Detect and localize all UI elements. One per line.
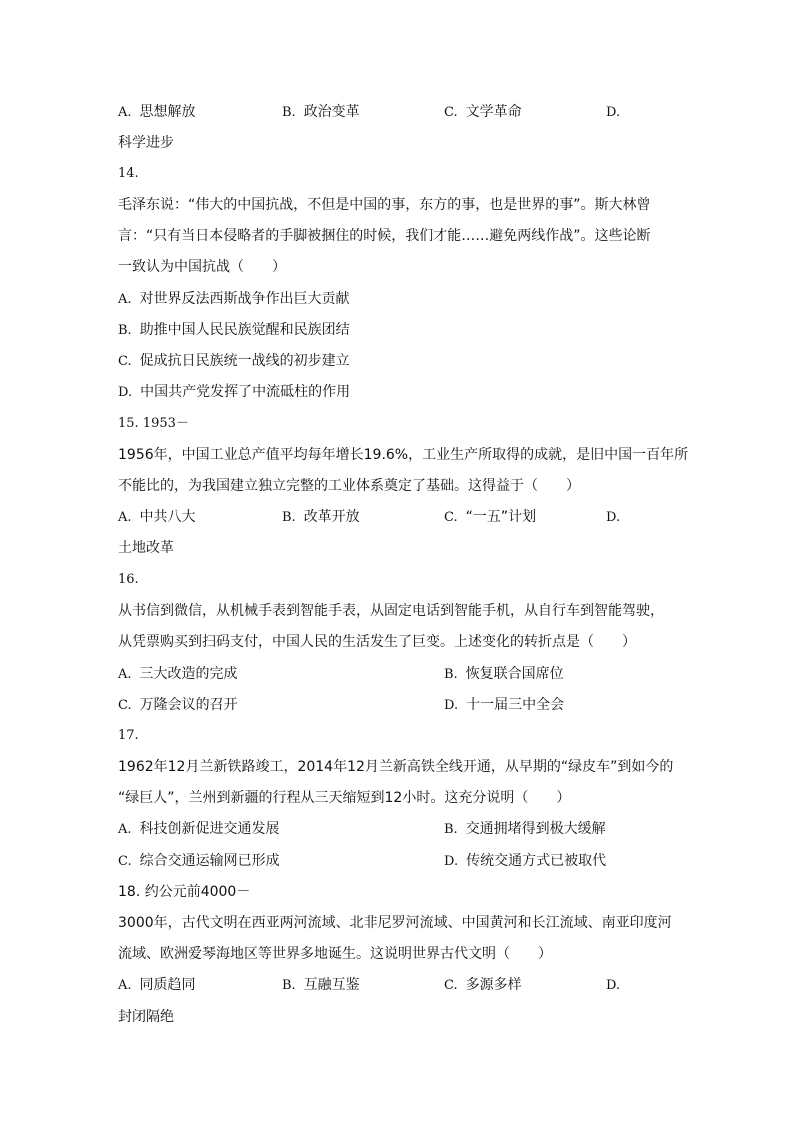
q14-stem-line-2: 言：“只有当日本侵略者的手脚被捆住的时候，我们才能……避免两线作战”。这些论断 [118, 228, 651, 244]
option-mark: A. [118, 105, 132, 120]
q14-option-a: A. 对世界反法西斯战争作出巨大贡献 [118, 291, 350, 307]
q17-option-b: B. 交通拥堵得到极大缓解 [444, 821, 606, 837]
q13-option-d-text: 科学进步 [118, 135, 174, 151]
q18-option-a: A. 同质趋同 [118, 977, 196, 993]
q15-option-d-mark: D. [606, 510, 621, 525]
q15-stem-line-2: 不能比的，为我国建立独立完整的工业体系奠定了基础。这得益于（ ） [118, 478, 580, 494]
option-mark: C. [444, 105, 458, 120]
q14-option-b: B. 助推中国人民民族觉醒和民族团结 [118, 322, 350, 338]
q18-stem-line-2: 流域、欧洲爱琴海地区等世界多地诞生。这说明世界古代文明（ ） [118, 946, 552, 962]
question-number-15: 15. 1953－ [118, 416, 189, 431]
q17-option-a: A. 科技创新促进交通发展 [118, 821, 280, 837]
option-text: 政治变革 [303, 104, 360, 120]
q13-option-b [282, 102, 360, 123]
q16-stem-line-1: 从书信到微信，从机械手表到智能手表，从固定电话到智能手机，从自行车到智能驾驶， [118, 603, 664, 619]
q13-option-d-mark: D. [606, 105, 621, 120]
q18-stem-line-1: 3000年，古代文明在西亚两河流域、北非尼罗河流域、中国黄河和长江流域、南亚印度河 [118, 915, 672, 931]
question-number-14: 14. [118, 166, 139, 181]
question-number-17: 17. [118, 728, 139, 743]
q16-option-a: A. 三大改造的完成 [118, 666, 238, 682]
q18-option-d-text: 封闭隔绝 [118, 1009, 174, 1025]
q17-option-c: C. 综合交通运输网已形成 [118, 853, 280, 869]
q13-option-c [444, 102, 522, 123]
q16-stem-line-2: 从凭票购买到扫码支付，中国人民的生活发生了巨变。上述变化的转折点是（ ） [118, 634, 636, 650]
q14-stem-line-1: 毛泽东说：“伟大的中国抗战，不但是中国的事，东方的事，也是世界的事”。斯大林曾 [118, 197, 651, 213]
q16-option-c: C. 万隆会议的召开 [118, 697, 238, 713]
q17-stem-line-2: “绿巨人”，兰州到新疆的行程从三天缩短到12小时。这充分说明（ ） [118, 790, 571, 806]
q15-option-d-text: 土地改革 [118, 540, 174, 556]
q15-option-c: C. “一五”计划 [444, 509, 537, 525]
question-number-16: 16. [118, 572, 139, 587]
q16-option-d: D. 十一届三中全会 [444, 697, 565, 713]
q13-option-a [118, 102, 196, 123]
q18-option-b: B. 互融互鉴 [282, 977, 360, 993]
q16-option-b: B. 恢复联合国席位 [444, 666, 564, 682]
q14-option-d: D. 中国共产党发挥了中流砥柱的作用 [118, 384, 351, 400]
question-number-18: 18. 约公元前4000－ [118, 884, 251, 900]
q18-option-d-mark: D. [606, 978, 621, 993]
q14-option-c: C. 促成抗日民族统一战线的初步建立 [118, 353, 350, 369]
q17-stem-line-1: 1962年12月兰新铁路竣工，2014年12月兰新高铁全线开通，从早期的“绿皮车”到如今的 [118, 759, 674, 775]
q15-option-a: A. 中共八大 [118, 509, 196, 525]
q17-option-d: D. 传统交通方式已被取代 [444, 853, 607, 869]
q18-option-c: C. 多源多样 [444, 977, 522, 993]
option-text: 思想解放 [139, 104, 196, 120]
option-text: 文学革命 [465, 104, 522, 120]
q15-stem-line-1: 1956年，中国工业总产值平均每年增长19.6%，工业生产所取得的成就，是旧中国一百年所 [118, 447, 689, 463]
q14-stem-line-3: 一致认为中国抗战（ ） [118, 259, 286, 275]
option-mark: B. [282, 105, 296, 120]
q15-option-b: B. 改革开放 [282, 509, 360, 525]
